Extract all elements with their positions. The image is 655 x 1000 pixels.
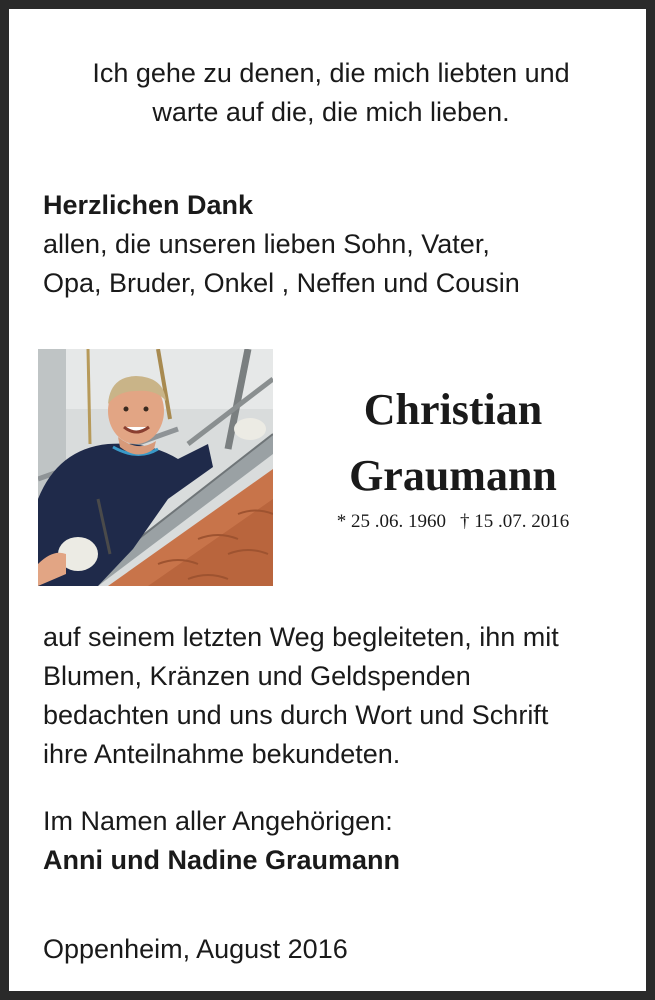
signature-block xyxy=(43,802,400,880)
message-block xyxy=(43,618,559,774)
message-line-3: bedachten und uns durch Wort und Schrift xyxy=(43,700,549,730)
message-line-1: auf seinem letzten Weg begleiteten, ihn mit xyxy=(43,622,559,652)
motto-line-1: Ich gehe zu denen, die mich liebten und xyxy=(92,58,570,88)
thanks-line-2: Opa, Bruder, Onkel , Neffen und Cousin xyxy=(43,268,520,298)
thanks-heading: Herzlichen Dank xyxy=(43,190,254,220)
message-line-4: ihre Anteilnahme bekundeten. xyxy=(43,739,401,769)
death-date: † 15 .07. 2016 xyxy=(460,511,570,532)
place-date: Oppenheim, August 2016 xyxy=(43,934,348,964)
first-name: Christian xyxy=(363,385,543,434)
portrait-photo xyxy=(38,349,273,586)
message-line-2: Blumen, Kränzen und Geldspenden xyxy=(43,661,471,691)
signature-names: Anni und Nadine Graumann xyxy=(43,845,401,875)
last-name: Graumann xyxy=(349,451,557,500)
thanks-line-1: allen, die unseren lieben Sohn, Vater, xyxy=(43,229,490,259)
thanks-block xyxy=(43,186,520,303)
portrait-photo-image xyxy=(38,349,273,586)
signature-intro: Im Namen aller Angehörigen: xyxy=(43,806,393,836)
motto xyxy=(39,54,623,132)
life-dates xyxy=(295,507,611,537)
motto-line-2: warte auf die, die mich lieben. xyxy=(152,97,510,127)
birth-date: * 25 .06. 1960 xyxy=(336,511,446,532)
